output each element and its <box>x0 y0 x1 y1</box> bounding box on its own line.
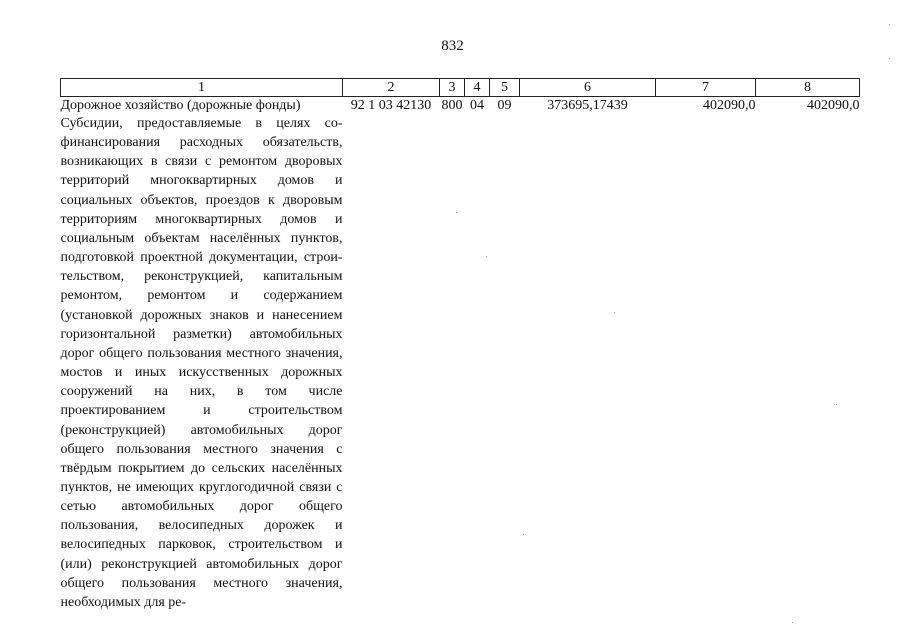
target-article-code: 92 1 03 42130 <box>350 98 432 113</box>
row-description: Субсидии, предоставляемые в целях софинансирования расходных обязательств, возникающих в связи с ремонтом дворовых территорий многоквартирных домов и социальных объектов, проездов к дворовым территориям многоквартирных домов и социальным объектам населённых пунктов, подготовкой проектной документации, строительством, реконструкцией, капитальным ремонтом, ремонтом и содержанием (установкой дорожных знаков и нанесением горизонтальной разметки) автомобильных дорог общего пользования местного значения, мостов и иных искусственных дорожных сооружений на них, в том числе проектированием и строительством (реконструкцией) автомобильных дорог общего пользования местного значения с твёрдым покрытием до сельских населённых пунктов, не имеющих круглогодичной связи с сетью автомобильных дорог общего пользования, велосипедных дорожек и велосипедных парковок, строительством и (или) реконструкцией автомобильных дорог общего пользования местного значения, необходимых для ре- <box>60 116 343 610</box>
column-header-7: 7 <box>656 79 756 97</box>
row-name-cell <box>61 97 343 613</box>
column-header-2: 2 <box>343 79 440 97</box>
column-header-4: 4 <box>465 79 490 97</box>
column-header-8: 8 <box>756 79 860 97</box>
scan-speck <box>456 212 457 213</box>
scan-speck <box>792 622 793 623</box>
section-code: 04 <box>470 98 484 113</box>
scan-speck <box>889 58 890 59</box>
column-header-1: 1 <box>61 79 343 97</box>
scan-speck <box>836 404 837 405</box>
scan-speck <box>486 256 487 257</box>
scan-speck <box>889 24 890 25</box>
scan-speck <box>614 312 615 313</box>
column-header-3: 3 <box>440 79 465 97</box>
header-row <box>61 79 860 97</box>
amount-column-7: 402090,0 <box>703 98 756 113</box>
budget-table <box>60 78 860 612</box>
table-row <box>61 97 860 613</box>
column-header-5: 5 <box>490 79 520 97</box>
expense-type-code: 800 <box>441 98 463 113</box>
row-title: Дорожное хозяйство (дорожные фонды) <box>60 98 301 113</box>
page-number: 832 <box>441 38 464 54</box>
subsection-code: 09 <box>497 98 512 113</box>
amount-column-6: 373695,17439 <box>547 98 628 113</box>
amount-column-8: 402090,0 <box>807 98 860 113</box>
scan-speck <box>523 534 524 535</box>
column-header-6: 6 <box>520 79 656 97</box>
